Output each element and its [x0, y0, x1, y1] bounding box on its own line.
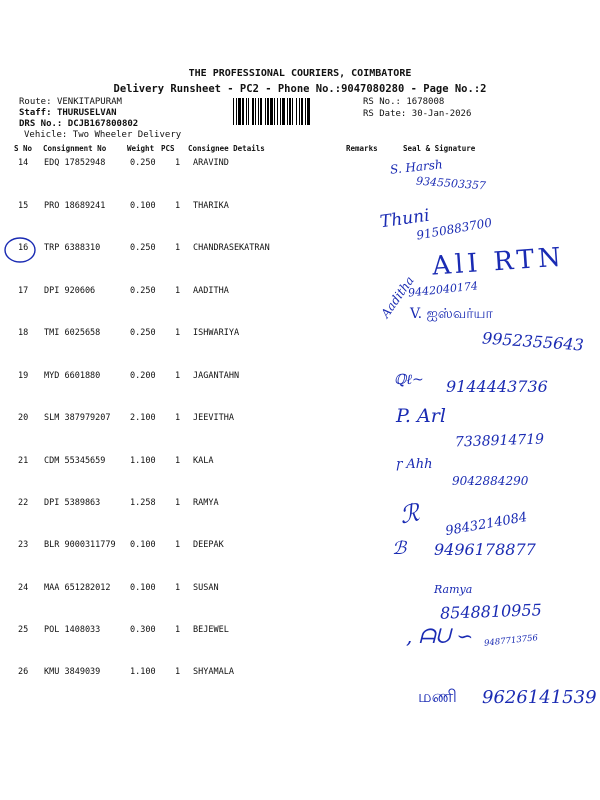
- phone-row19: 9144443736: [446, 377, 548, 396]
- route-line: [19, 97, 122, 107]
- row-weight: 0.300: [130, 625, 156, 635]
- row-consignee-name: JEEVITHA: [193, 413, 234, 423]
- row-weight: 0.100: [130, 201, 156, 211]
- company-title: THE PROFESSIONAL COURIERS, COIMBATORE: [188, 68, 412, 79]
- runsheet-subtitle: Delivery Runsheet - PC2 - Phone No.:9047080280 - Page No.:2: [113, 83, 487, 95]
- rs-date-line: [363, 109, 471, 119]
- row-consignee-name: THARIKA: [193, 201, 229, 211]
- row-consignment-no: DPI 5389863: [44, 498, 101, 508]
- signature-row22: ℛ: [397, 498, 422, 530]
- signature-row21: ɼ Ahh: [396, 457, 433, 472]
- signature-row19: ℚℓ~: [394, 372, 424, 388]
- row-consignment-no: PRO 18689241: [44, 201, 106, 211]
- row-consignee-name: SUSAN: [193, 583, 219, 593]
- col-consignment: Consignment No: [43, 144, 107, 153]
- row-consignment-no: TRP 6388310: [44, 243, 101, 253]
- phone-row22: 9843214084: [444, 509, 529, 540]
- row-sno: 25: [18, 625, 29, 635]
- rs-no-value: 1678008: [406, 97, 445, 107]
- table-row: [0, 413, 600, 427]
- row-consignment-no: BLR 9000311779: [44, 540, 116, 550]
- row-pcs: 1: [175, 667, 181, 677]
- row-pcs: 1: [175, 201, 181, 211]
- signature-row17: Aaditha: [378, 273, 417, 321]
- row-sno: 20: [18, 413, 29, 423]
- phone-row24: 8548810955: [439, 600, 543, 623]
- col-weight: Weight: [127, 144, 155, 153]
- row-consignee-name: ARAVIND: [193, 158, 229, 168]
- row-consignment-no: CDM 55345659: [44, 456, 106, 466]
- row-weight: 1.100: [130, 667, 156, 677]
- row-weight: 0.250: [130, 243, 156, 253]
- row-sno: 16: [18, 243, 29, 253]
- signature-row16: AlI RTN: [431, 242, 566, 282]
- row-weight: 0.250: [130, 286, 156, 296]
- row-sno: 17: [18, 286, 29, 296]
- rs-date-label: RS Date:: [363, 109, 407, 119]
- row-consignment-no: MAA 651282012: [44, 583, 111, 593]
- row-sno: 24: [18, 583, 29, 593]
- barcode: [233, 98, 359, 125]
- row-consignee-name: RAMYA: [193, 498, 219, 508]
- row-consignment-no: MYD 6601880: [44, 371, 101, 381]
- row-consignee-name: DEEPAK: [193, 540, 224, 550]
- phone-row25: 9487713756: [483, 633, 539, 649]
- row-weight: 0.250: [130, 328, 156, 338]
- col-remarks: Remarks: [346, 144, 378, 153]
- signature-row24: Ramya: [434, 583, 473, 596]
- row-consignee-name: JAGANTAHN: [193, 371, 240, 381]
- row-sno: 15: [18, 201, 29, 211]
- row-weight: 2.100: [130, 413, 156, 423]
- row-weight: 0.250: [130, 158, 156, 168]
- row-sno: 26: [18, 667, 29, 677]
- vehicle-value: Two Wheeler Delivery: [72, 130, 182, 140]
- row-consignment-no: TMI 6025658: [44, 328, 101, 338]
- row-sno: 21: [18, 456, 29, 466]
- route-label: Route:: [19, 97, 52, 107]
- phone-row26: 9626141539: [482, 687, 597, 708]
- row-weight: 1.258: [130, 498, 156, 508]
- row-weight: 0.200: [130, 371, 156, 381]
- rs-no-label: RS No.:: [363, 97, 401, 107]
- row-consignment-no: POL 1408033: [44, 625, 101, 635]
- row-consignee-name: SHYAMALA: [193, 667, 234, 677]
- col-consignee: Consignee Details: [188, 144, 265, 153]
- row-pcs: 1: [175, 456, 181, 466]
- table-row: [0, 286, 600, 300]
- row-consignment-no: DPI 920606: [44, 286, 96, 296]
- signature-row26: மணி: [418, 687, 457, 707]
- row-consignee-name: AADITHA: [193, 286, 229, 296]
- vehicle-label: Vehicle:: [24, 130, 68, 140]
- rs-no-line: [363, 97, 444, 107]
- row-weight: 0.100: [130, 540, 156, 550]
- row-pcs: 1: [175, 583, 181, 593]
- phone-row23: 9496178877: [434, 540, 536, 559]
- staff-value: THURUSELVAN: [56, 108, 117, 118]
- row-consignee-name: ISHWARIYA: [193, 328, 240, 338]
- signature-row18: V. ஐஸ்வர்யா: [410, 306, 493, 322]
- row-consignee-name: BEJEWEL: [193, 625, 229, 635]
- table-row: [0, 667, 600, 681]
- phone-row18: 9952355643: [481, 328, 585, 355]
- drs-label: DRS No.:: [19, 119, 63, 129]
- phone-row21: 9042884290: [452, 474, 529, 488]
- table-row: [0, 456, 600, 470]
- phone-row15: 9150883700: [415, 215, 493, 243]
- row-consignment-no: KMU 3849039: [44, 667, 101, 677]
- row-pcs: 1: [175, 498, 181, 508]
- row-weight: 0.100: [130, 583, 156, 593]
- row-sno: 23: [18, 540, 29, 550]
- table-row: [0, 158, 600, 172]
- row-sno: 18: [18, 328, 29, 338]
- row-pcs: 1: [175, 243, 181, 253]
- staff-line: [19, 108, 117, 118]
- row-pcs: 1: [175, 286, 181, 296]
- row-pcs: 1: [175, 328, 181, 338]
- row-pcs: 1: [175, 540, 181, 550]
- phone-row14: 9345503357: [415, 174, 487, 193]
- table-row: [0, 583, 600, 597]
- row-sno: 14: [18, 158, 29, 168]
- col-pcs: PCS: [161, 144, 175, 153]
- signature-row23: ℬ: [392, 538, 407, 559]
- row-consignment-no: SLM 387979207: [44, 413, 111, 423]
- signature-row25: , ᗩᑌ ∽: [406, 624, 474, 648]
- row-pcs: 1: [175, 158, 181, 168]
- drs-value: DCJB167800802: [67, 119, 139, 129]
- row-pcs: 1: [175, 413, 181, 423]
- phone-row17: 9442040174: [407, 279, 479, 300]
- table-row: [0, 498, 600, 512]
- col-seal-signature: Seal & Signature: [403, 144, 476, 153]
- signature-row20: P. Arl: [396, 405, 446, 427]
- row-weight: 1.100: [130, 456, 156, 466]
- signature-row15: Thuni: [378, 205, 431, 233]
- row-consignee-name: KALA: [193, 456, 214, 466]
- phone-row20: 7338914719: [454, 431, 545, 451]
- table-row: [0, 201, 600, 215]
- vehicle-line: [24, 130, 181, 140]
- row-pcs: 1: [175, 371, 181, 381]
- rs-date-value: 30-Jan-2026: [411, 109, 472, 119]
- row-16-circle-mark: [2, 235, 38, 265]
- row-consignment-no: EDQ 17852948: [44, 158, 106, 168]
- staff-label: Staff:: [19, 108, 52, 118]
- drs-line: [19, 119, 138, 129]
- row-sno: 22: [18, 498, 29, 508]
- signature-row14: S. Harsh: [389, 157, 444, 177]
- route-value: VENKITAPURAM: [56, 97, 122, 107]
- col-sno: S No: [14, 144, 33, 153]
- row-sno: 19: [18, 371, 29, 381]
- row-pcs: 1: [175, 625, 181, 635]
- row-consignee-name: CHANDRASEKATRAN: [193, 243, 270, 253]
